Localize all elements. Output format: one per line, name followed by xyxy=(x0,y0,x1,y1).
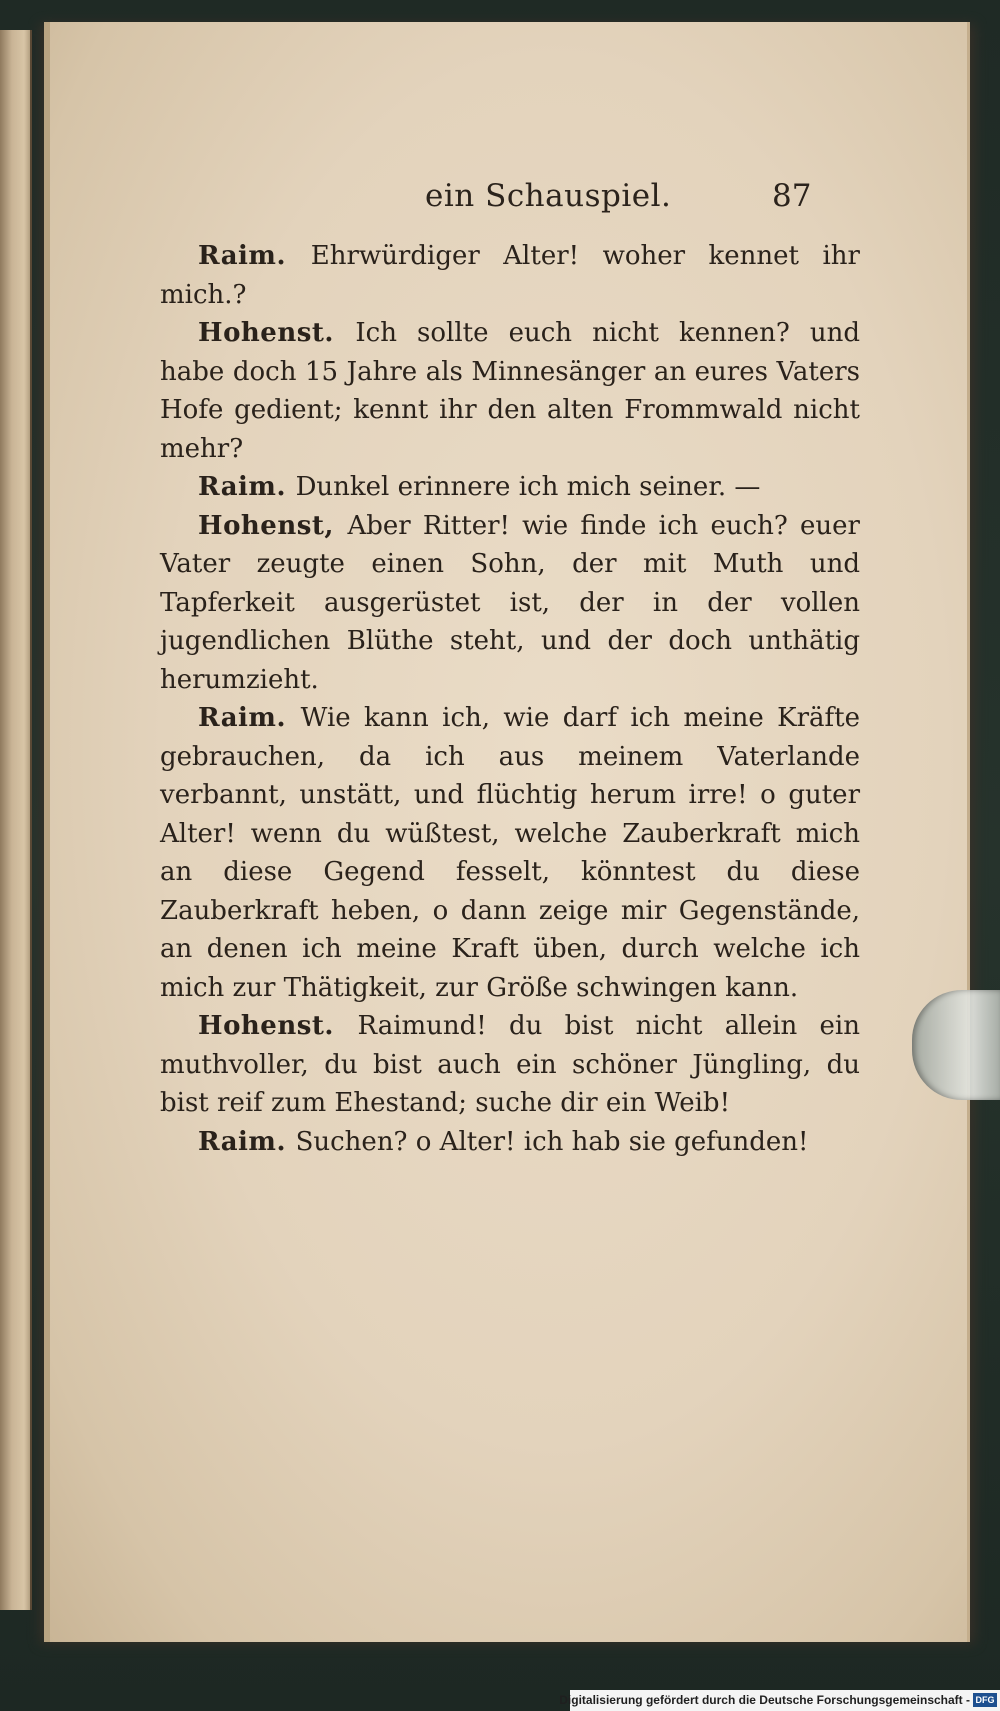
dfg-logo: DFG xyxy=(973,1693,997,1707)
previous-page-edge xyxy=(0,30,32,1610)
speaker-name: Raim. xyxy=(198,703,286,733)
dialogue-paragraph xyxy=(160,699,860,1007)
book-page xyxy=(44,22,970,1642)
play-dialogue xyxy=(160,237,860,1161)
speaker-name: Hohenst. xyxy=(198,1011,334,1041)
dialogue-line: Aber Ritter! wie finde ich euch? euer Vater zeugte einen Sohn, der mit Muth und Tapferkeit ausgerüstet ist, der in der vollen jugendlichen Blüthe steht, und der doch unthätig herumzieht. xyxy=(160,510,860,695)
dialogue-paragraph xyxy=(160,1123,860,1162)
funding-credit: Digitalisierung gefördert durch die Deutsche Forschungsgemeinschaft - xyxy=(559,1693,970,1707)
dialogue-line: Wie kann ich, wie darf ich meine Kräfte gebrauchen, da ich aus meinem Vaterlande verbannt, unstätt, und flüchtig herum irre! o guter Alter! wenn du wüßtest, welche Zauberkraft mich an diese Gegend fesselt, könntest du diese Zauberkraft heben, o dann zeige mir Gegenstände, an denen ich meine Kraft üben, durch welche ich mich zur Thätigkeit, zur Größe schwingen kann. xyxy=(160,703,860,1003)
speaker-name: Raim. xyxy=(198,472,286,502)
dialogue-line: Raimund! du bist nicht allein ein muthvoller, du bist auch ein schöner Jüngling, du bist reif zum Ehestand; suche dir ein Weib! xyxy=(160,1011,860,1118)
dialogue-paragraph xyxy=(160,237,860,314)
dialogue-paragraph xyxy=(160,468,860,507)
dialogue-paragraph xyxy=(160,507,860,700)
dialogue-line: Ich sollte euch nicht kennen? und habe doch 15 Jahre als Minnesänger an eures Vaters Hofe gedient; kennt ihr den alten Frommwald nicht mehr? xyxy=(160,318,860,464)
running-head xyxy=(50,172,976,222)
dialogue-line: Dunkel erinnere ich mich seiner. — xyxy=(295,472,761,502)
dialogue-line: Suchen? o Alter! ich hab sie gefunden! xyxy=(295,1126,809,1157)
dialogue-paragraph xyxy=(160,314,860,468)
speaker-name: Raim. xyxy=(198,1126,286,1157)
page-number: 87 xyxy=(772,178,812,214)
speaker-name: Hohenst. xyxy=(198,318,334,348)
speaker-name: Hohenst, xyxy=(198,510,334,541)
speaker-name: Raim. xyxy=(198,241,286,271)
running-title: ein Schauspiel. xyxy=(425,178,672,214)
dialogue-paragraph xyxy=(160,1007,860,1123)
dialogue-line: Ehrwürdiger Alter! woher kennet ihr mich.? xyxy=(160,241,860,310)
digitization-footer xyxy=(559,1690,1000,1711)
page-clip xyxy=(912,990,1000,1100)
